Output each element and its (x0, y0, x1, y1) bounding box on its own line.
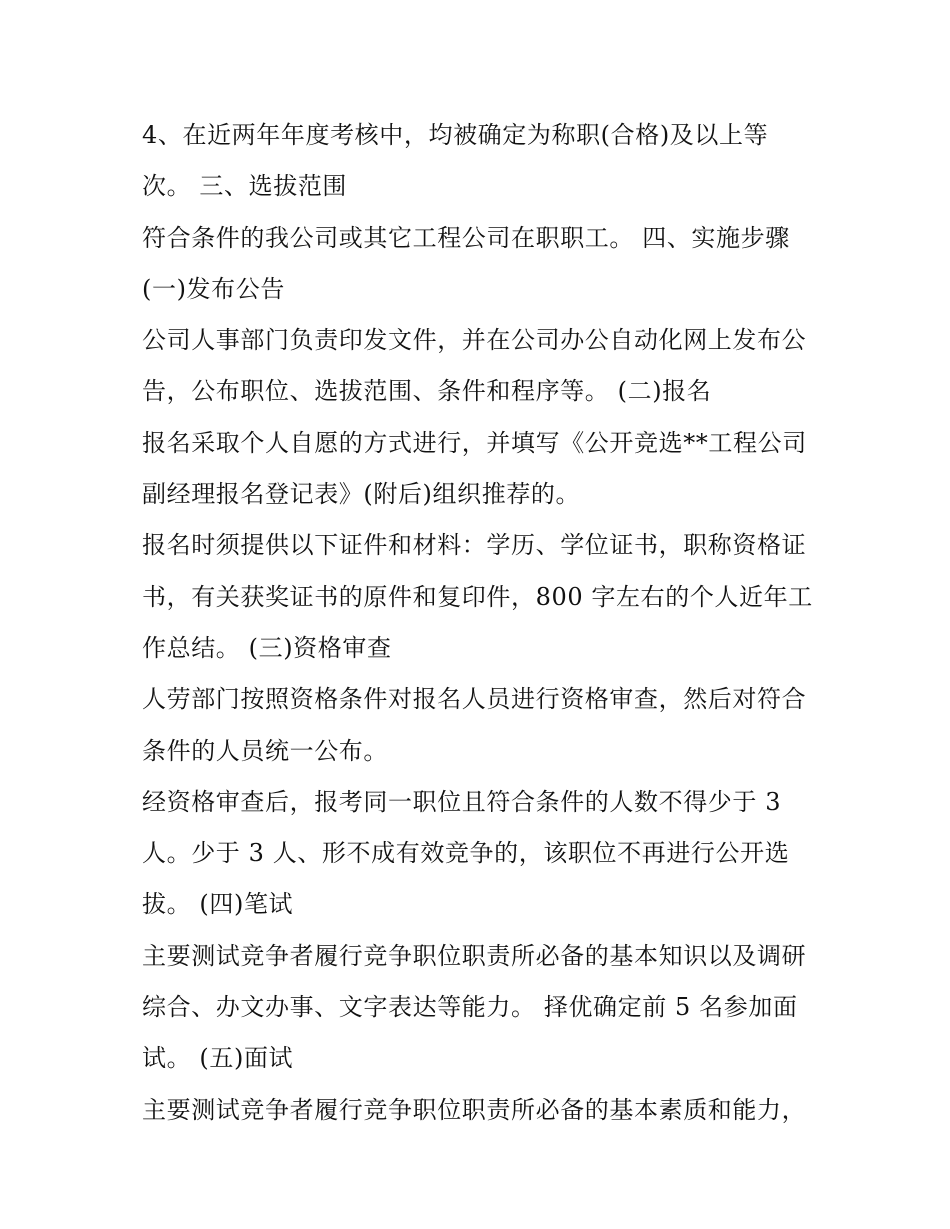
text-line: 作总结。 (三)资格审查 (142, 633, 392, 662)
text-line: 主要测试竞争者履行竞争职位职责所必备的基本素质和能力， (142, 1095, 807, 1124)
text-line: (一)发布公告 (142, 274, 285, 303)
text-line: 综合、办文办事、文字表达等能力。 择优确定前 5 名参加面 (142, 993, 798, 1022)
text-line: 人劳部门按照资格条件对报名人员进行资格审查，然后对符合 (142, 685, 807, 714)
text-line: 条件的人员统一公布。 (142, 736, 388, 765)
text-line: 公司人事部门负责印发文件，并在公司办公自动化网上发布公 (142, 326, 807, 355)
text-line: 告，公布职位、选拔范围、条件和程序等。 (二)报名 (142, 377, 712, 406)
text-line: 试。 (五)面试 (142, 1044, 294, 1073)
text-line: 经资格审查后，报考同一职位且符合条件的人数不得少于 3 (142, 787, 782, 816)
text-line: 4、在近两年年度考核中，均被确定为称职(合格)及以上等 (142, 121, 769, 149)
document-body (142, 110, 822, 1136)
text-line: 次。 三、选拔范围 (142, 172, 348, 201)
text-line: 书，有关获奖证书的原件和复印件，800 字左右的个人近年工 (142, 582, 813, 611)
text-line: 副经理报名登记表》(附后)组织推荐的。 (142, 480, 581, 509)
text-line: 报名时须提供以下证件和材料：学历、学位证书，职称资格证 (142, 531, 807, 560)
text-line: 主要测试竞争者履行竞争职位职责所必备的基本知识以及调研 (142, 941, 807, 970)
text-line: 拔。 (四)笔试 (142, 890, 294, 919)
text-line: 报名采取个人自愿的方式进行，并填写《公开竞选**工程公司 (142, 428, 807, 457)
text-line: 符合条件的我公司或其它工程公司在职职工。 四、实施步骤 (142, 223, 790, 252)
text-line: 人。少于 3 人、形不成有效竞争的，该职位不再进行公开选 (142, 839, 790, 868)
